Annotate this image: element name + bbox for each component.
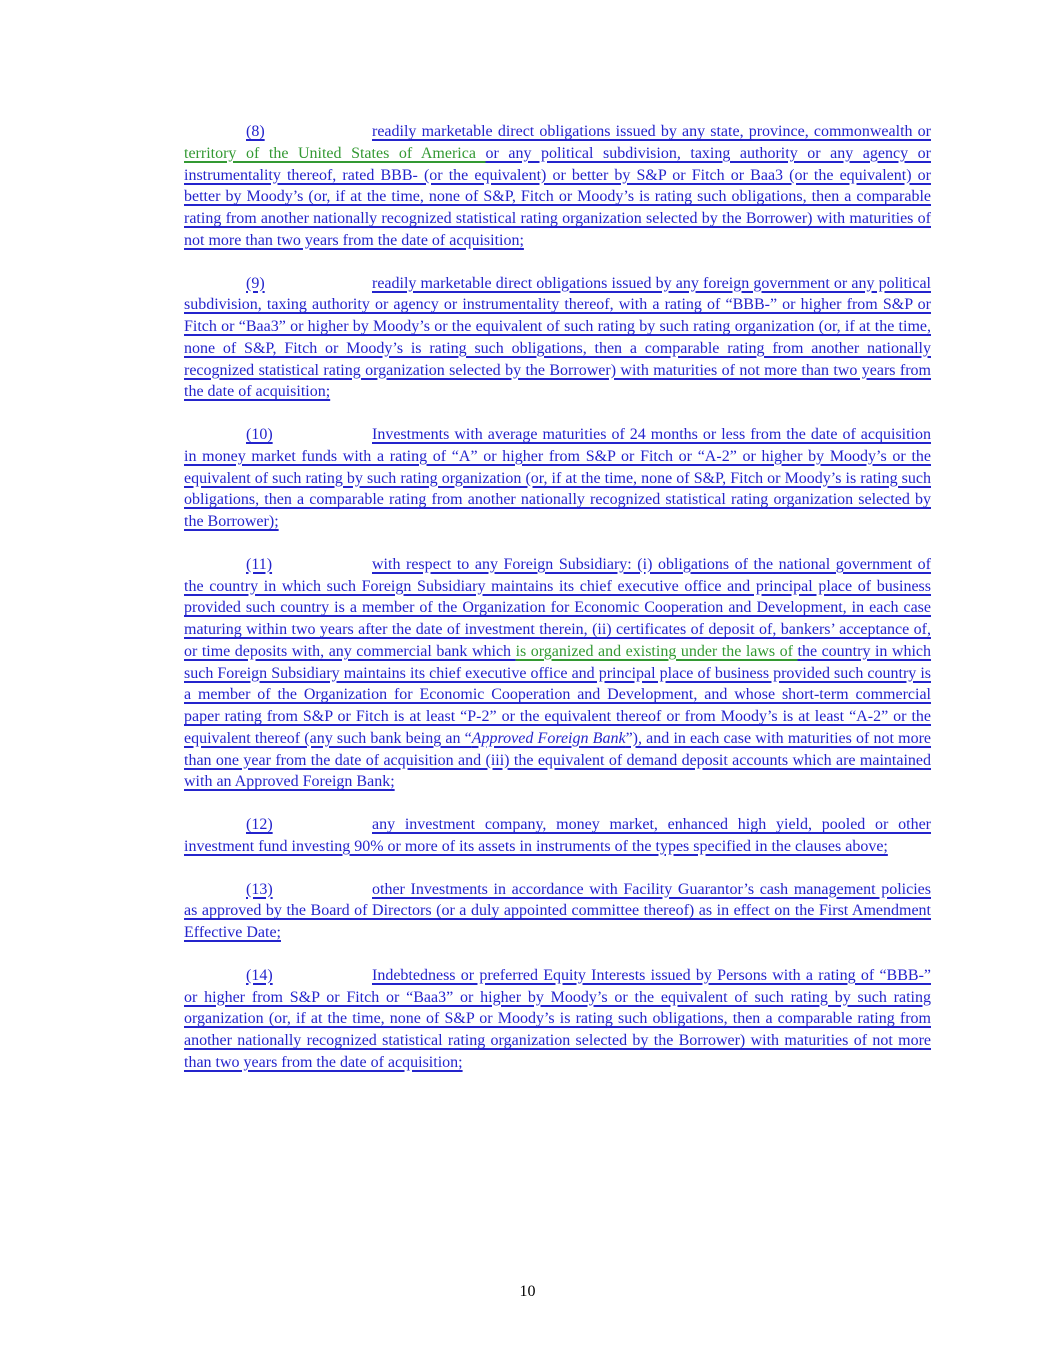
text-segment-blue-italic: Approved Foreign Bank xyxy=(471,729,626,747)
paragraph-number: (8) xyxy=(246,123,265,140)
paragraph-number: (13) xyxy=(246,880,273,898)
paragraph-number: (14) xyxy=(246,966,273,984)
text-segment-blue: with respect to any Foreign Subsidiary: (i) obligations of the national government of the country in which such Foreign Subsidiary maintains its chief executive office and principal place of business provided such country is a member of the Organization for Economic Cooperation and Development, in each case maturing within two years after the date of investment therein, (ii) certificates of deposit of, bankers’ acceptance of, or time deposits with, any commercial bank which xyxy=(184,555,931,660)
paragraph-number: (10) xyxy=(246,426,273,443)
paragraph-13 xyxy=(184,879,931,944)
paragraph-9 xyxy=(184,273,931,404)
paragraph-number-box xyxy=(246,965,372,987)
paragraph-number-box xyxy=(246,814,372,836)
paragraph-number: (12) xyxy=(246,816,273,833)
text-segment-blue: or any political subdivision, taxing authority or any agency or instrumentality thereof, rated BBB- (or the equivalent) or better by S&P or Fitch or Baa3 (or the equivalent) or better by Moody’s (or, if at the time, none of S&P, Fitch or Moody’s is rating such obligations, then a comparable rating from another nationally recognized statistical rating organization selected by the Borrower) with maturities of not more than two years from the date of acquisition; xyxy=(184,144,931,249)
paragraph-number-box xyxy=(246,879,372,901)
paragraph-number-box xyxy=(246,554,372,576)
paragraph-12 xyxy=(184,814,931,858)
page-number: 10 xyxy=(519,1283,536,1300)
paragraph-8 xyxy=(184,121,931,252)
text-segment-blue: readily marketable direct obligations issued by any foreign government or any political subdivision, taxing authority or agency or instrumentality thereof, with a rating of “BBB-” or higher from S&P or Fitch or “Baa3” or higher by Moody’s or the equivalent of such rating by such rating organization (or, if at the time, none of S&P, Fitch or Moody’s is rating such obligations, then a comparable rating from another nationally recognized statistical rating organization selected by the Borrower) with maturities of not more than two years from the date of acquisition; xyxy=(184,274,931,401)
text-segment-blue: the country in which such Foreign Subsidiary maintains its chief executive office and principal place of business provided such country is a member of the Organization for Economic Cooperation and Development, and whose short-term commercial paper rating from S&P or Fitch is at least “P-2” or the equivalent thereof or from Moody’s is at least “A-2” or the equivalent thereof (any such bank being an “ xyxy=(184,642,932,747)
text-segment-blue: any investment company, money market, enhanced high yield, pooled or other investment fund investing 90% or more of its assets in instruments of the types specified in the clauses above; xyxy=(184,816,931,855)
text-segment-blue: readily marketable direct obligations issued by any state, province, commonwealth or xyxy=(372,123,931,140)
paragraph-number-box xyxy=(246,273,372,295)
paragraph-11 xyxy=(184,554,931,793)
paragraph-14 xyxy=(184,965,931,1074)
paragraph-number-box xyxy=(246,121,372,143)
text-segment-blue: other Investments in accordance with Facility Guarantor’s cash management policies as approved by the Board of Directors (or a duly appointed committee thereof) as in effect on the First Amendment Effective Date; xyxy=(184,880,931,941)
paragraph-number: (11) xyxy=(246,555,273,573)
text-segment-blue: ”), and in each case with maturities of not more than one year from the date of acquisition and (iii) the equivalent of demand deposit accounts which are maintained with an Approved Foreign Bank; xyxy=(184,729,932,791)
text-segment-blue: Indebtedness or preferred Equity Interests issued by Persons with a rating of “BBB-” or higher from S&P or Fitch or “Baa3” or higher by Moody’s or the equivalent of such rating by such rating organization (or, if at the time, none of S&P or Moody’s is rating such obligations, then a comparable rating from another nationally recognized statistical rating organization selected by the Borrower) with maturities of not more than two years from the date of acquisition; xyxy=(184,966,931,1071)
text-segment-blue: Investments with average maturities of 24 months or less from the date of acquisition in money market funds with a rating of “A” or higher from S&P or Fitch or “A-2” or higher by Moody’s or the equivalent of such rating by such rating organization (or, if at the time, none of S&P, Fitch or Moody’s is rating such obligations, then a comparable rating from another nationally recognized statistical rating organization selected by the Borrower); xyxy=(184,426,931,530)
text-segment-green: is organized and existing under the laws of xyxy=(515,642,798,660)
paragraph-number: (9) xyxy=(246,274,265,292)
text-segment-green: territory of the United States of America xyxy=(184,144,486,162)
paragraph-number-box xyxy=(246,424,372,446)
paragraph-10 xyxy=(184,424,931,533)
document-body xyxy=(184,121,931,1095)
